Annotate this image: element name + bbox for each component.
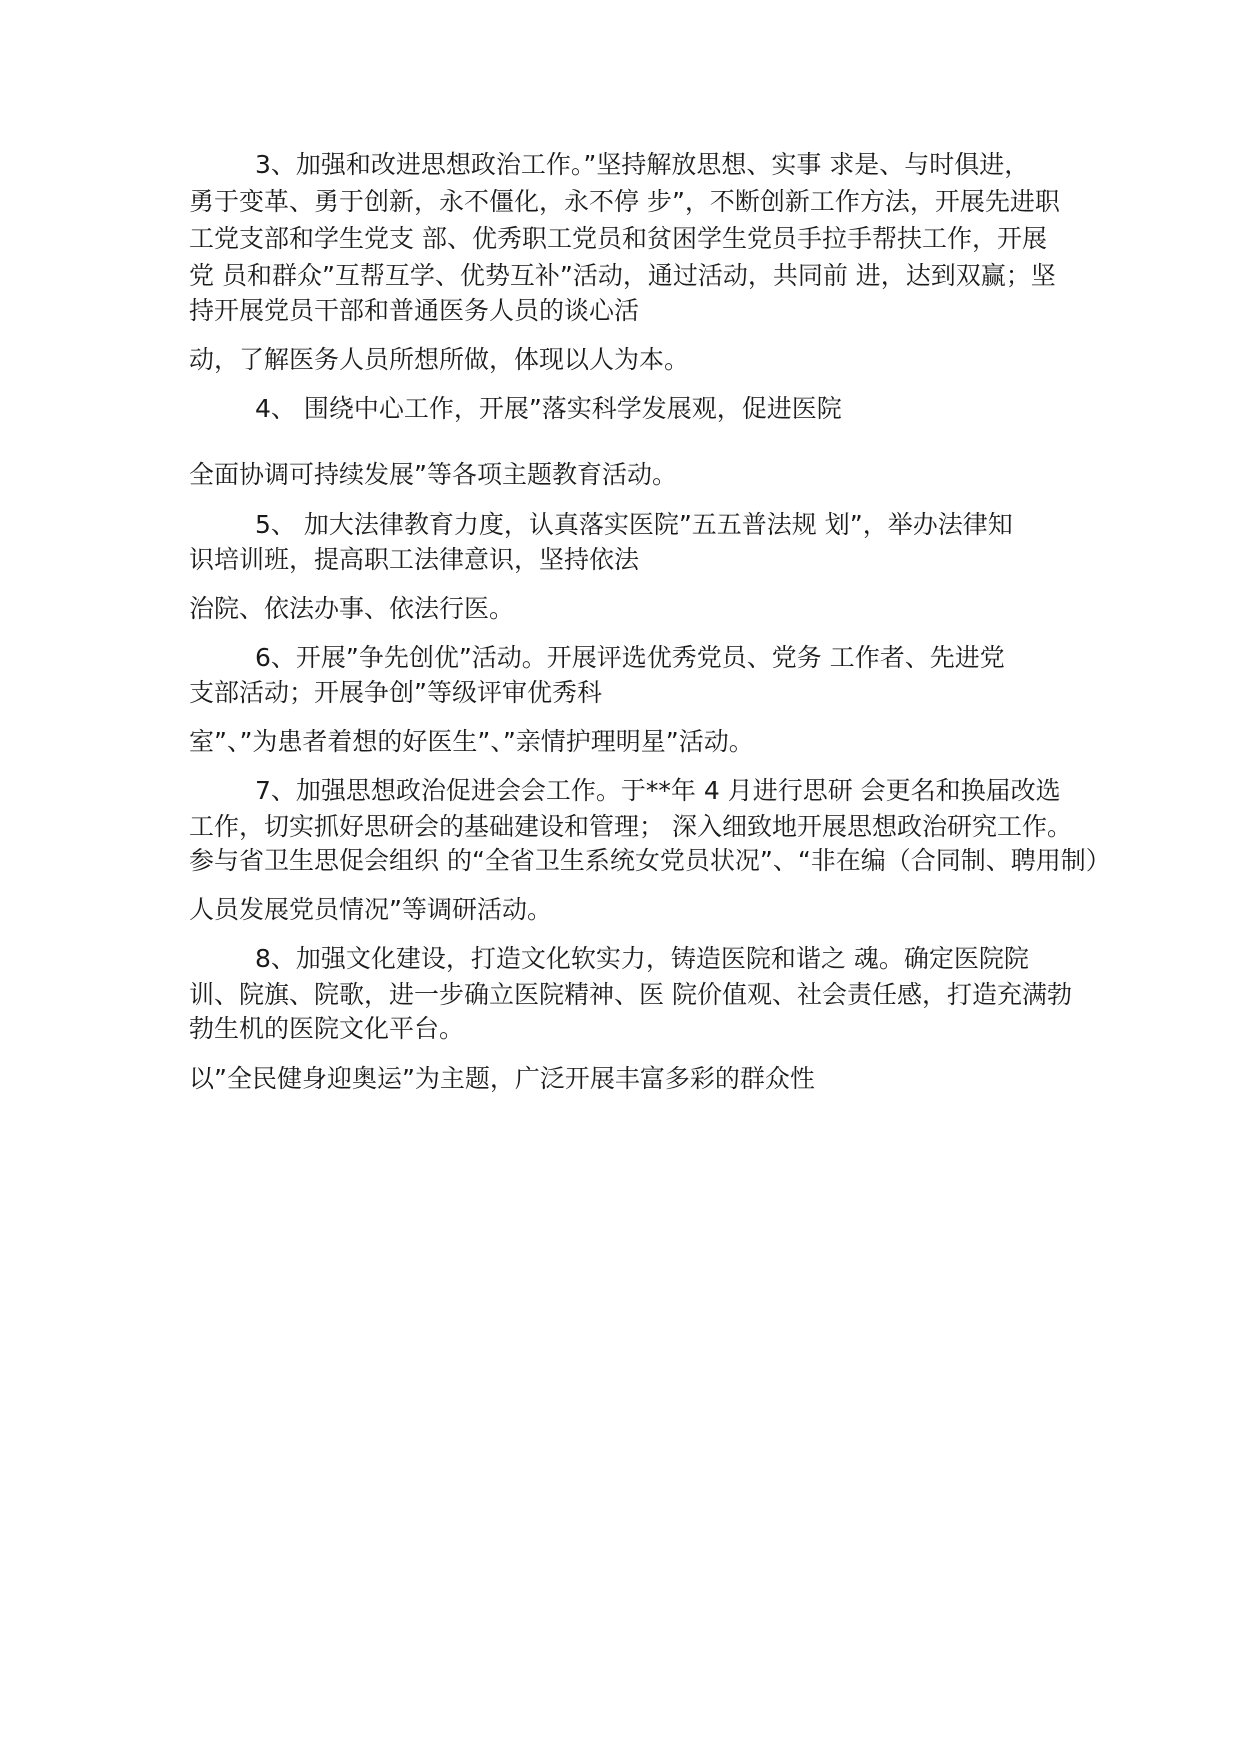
paragraph-4-line-2: 全面协调可持续发展”等各项主题教育活动。	[189, 460, 677, 489]
paragraph-7-line-1: 7、加强思想政治促进会会工作。于**年 4 月进行思研 会更名和换届改选	[255, 776, 1061, 805]
paragraph-7-line-2: 工作，切实抓好思研会的基础建设和管理； 深入细致地开展思想政治研究工作。	[189, 812, 1072, 841]
paragraph-3-line-2: 勇于变革、勇于创新，永不僵化，永不停 步”，不断创新工作方法，开展先进职	[189, 187, 1060, 216]
paragraph-8-line-2: 训、院旗、院歌，进一步确立医院精神、医 院价值观、社会责任感，打造充满勃	[189, 980, 1072, 1009]
paragraph-3-line-6: 动，了解医务人员所想所做，体现以人为本。	[189, 345, 690, 374]
paragraph-4-line-1: 4、 围绕中心工作，开展”落实科学发展观，促进医院	[255, 394, 842, 423]
paragraph-3-line-3: 工党支部和学生党支 部、优秀职工党员和贫困学生党员手拉手帮扶工作，开展	[189, 224, 1047, 253]
paragraph-7-line-4: 人员发展党员情况”等调研活动。	[189, 895, 552, 924]
paragraph-3-line-1: 3、加强和改进思想政治工作。”坚持解放思想、实事 求是、与时俱进，	[255, 150, 1030, 179]
paragraph-8-line-1: 8、加强文化建设，打造文化软实力，铸造医院和谐之 魂。确定医院院	[255, 944, 1029, 973]
paragraph-6-line-1: 6、开展”争先创优”活动。开展评选优秀党员、党务 工作者、先进党	[255, 643, 1005, 672]
paragraph-5-line-2: 识培训班，提高职工法律意识，坚持依法	[189, 545, 640, 574]
paragraph-7-line-3: 参与省卫生思促会组织 的“全省卫生系统女党员状况”、“非在编（合同制、聘用制）	[189, 846, 1111, 875]
paragraph-5-line-1: 5、 加大法律教育力度，认真落实医院”五五普法规 划”，举办法律知	[255, 510, 1013, 539]
paragraph-9-line-1: 以”全民健身迎奥运”为主题，广泛开展丰富多彩的群众性	[189, 1064, 815, 1093]
paragraph-3-line-5: 持开展党员干部和普通医务人员的谈心活	[189, 296, 640, 325]
paragraph-5-line-3: 治院、依法办事、依法行医。	[189, 594, 515, 623]
paragraph-6-line-3: 室”、”为患者着想的好医生”、”亲情护理明星”活动。	[189, 727, 754, 756]
paragraph-6-line-2: 支部活动；开展争创”等级评审优秀科	[189, 678, 602, 707]
paragraph-3-line-4: 党 员和群众”互帮互学、优势互补”活动，通过活动，共同前 进，达到双赢；坚	[189, 261, 1056, 290]
paragraph-8-line-3: 勃生机的医院文化平台。	[189, 1014, 465, 1043]
